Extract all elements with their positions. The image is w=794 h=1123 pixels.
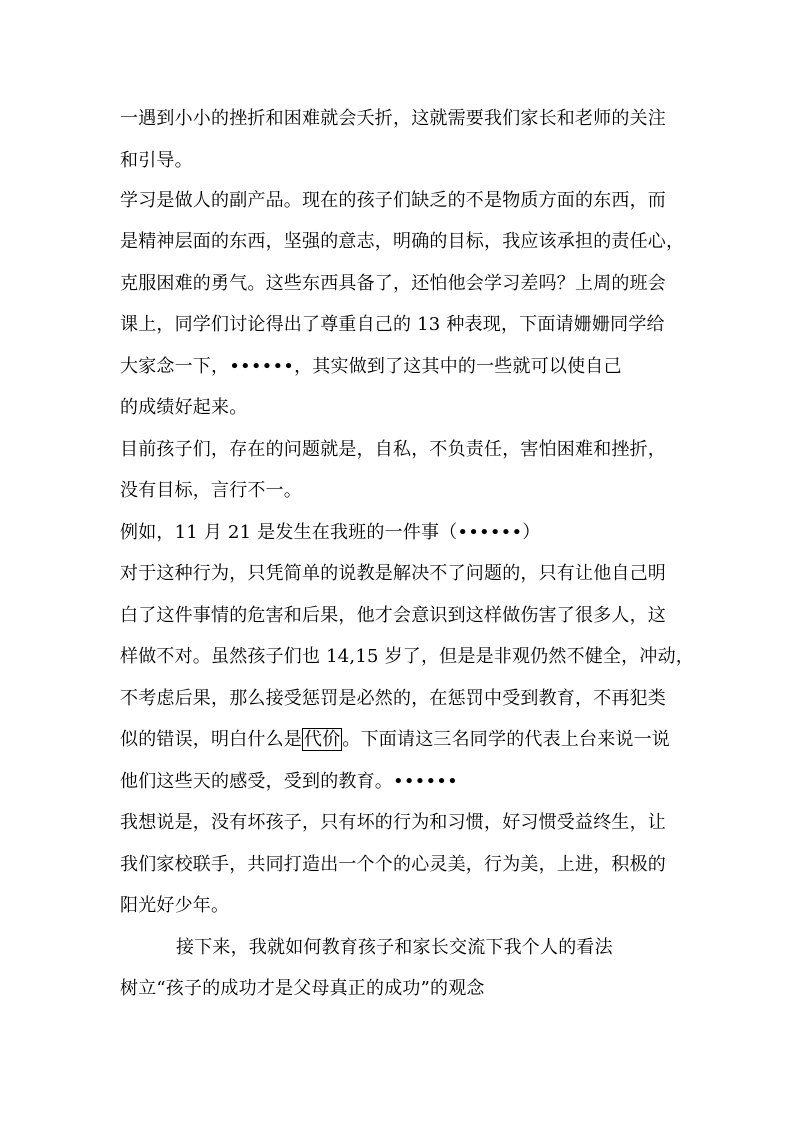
text-line: 阳光好少年。 — [120, 895, 230, 916]
text-line: 课上，同学们讨论得出了尊重自己的 13 种表现，下面请姗姗同学给 — [120, 314, 665, 335]
text-line: 白了这件事情的危害和后果，他才会意识到这样做伤害了很多人，这 — [120, 605, 666, 626]
text-line: 和引导。 — [120, 150, 193, 171]
text-line: 我们家校联手，共同打造出一个个的心灵美，行为美，上进，积极的 — [120, 854, 666, 875]
text-segment: 。下面请这三名同学的代表上台来说一说 — [342, 729, 671, 750]
text-line: 树立“孩子的成功才是父母真正的成功”的观念 — [120, 978, 485, 999]
text-line: 的成绩好起来。 — [120, 397, 248, 418]
text-line: 克服困难的勇气。这些东西具备了，还怕他会学习差吗？上周的班会 — [120, 273, 666, 294]
text-line: 一遇到小小的挫折和困难就会夭折，这就需要我们家长和老师的关注 — [120, 108, 666, 129]
text-line: 学习是做人的副产品。现在的孩子们缺乏的不是物质方面的东西，而 — [120, 190, 666, 211]
text-line: 没有目标，言行不一。 — [120, 480, 302, 501]
text-line: 是精神层面的东西，坚强的意志，明确的目标，我应该承担的责任心， — [120, 231, 685, 252]
text-line: 我想说是，没有坏孩子，只有坏的行为和习惯，好习惯受益终生，让 — [120, 812, 666, 833]
text-line: 对于这种行为，只凭简单的说教是解决不了问题的，只有让他自己明 — [120, 563, 666, 584]
text-line: 样做不对。虽然孩子们也 14,15 岁了，但是是非观仍然不健全，冲动， — [120, 646, 694, 667]
text-line: 例如，11 月 21 是发生在我班的一件事（••••••） — [120, 522, 541, 543]
text-segment: 似的错误，明白什么是 — [120, 729, 302, 750]
text-line: 他们这些天的感受，受到的教育。•••••• — [120, 771, 458, 792]
text-line: 不考虑后果，那么接受惩罚是必然的，在惩罚中受到教育，不再犯类 — [120, 688, 666, 709]
text-line: 目前孩子们，存在的问题就是，自私，不负责任，害怕困难和挫折， — [120, 439, 666, 460]
text-line: 接下来，我就如何教育孩子和家长交流下我个人的看法 — [176, 937, 613, 958]
text-line — [120, 728, 670, 752]
text-line: 大家念一下，••••••，其实做到了这其中的一些就可以使自己 — [120, 356, 622, 377]
boxed-word: 代价 — [304, 729, 341, 750]
